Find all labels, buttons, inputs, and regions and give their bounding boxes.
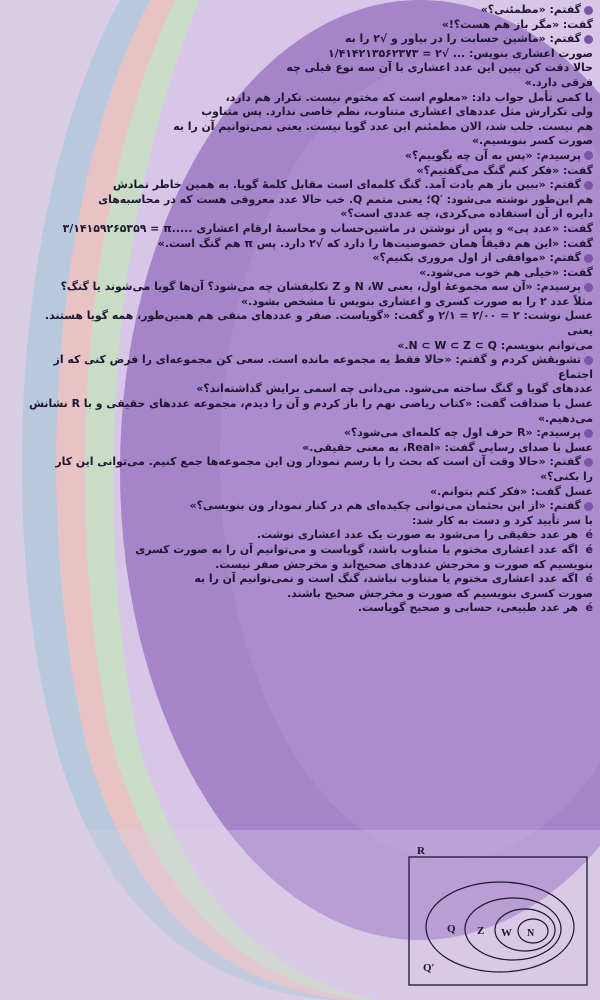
story-line-text: گفتم: «از این بحثمان می‌توانی چکیده‌ای هم در کنار نمودار ون بنویسی؟»: [189, 499, 581, 513]
bullet-icon: [584, 502, 593, 511]
story-line-text: اگه عدد اعشاری مختوم یا متناوب نباشد، گنگ است و نمی‌توانیم آن را به: [194, 572, 578, 586]
story-line: [26, 455, 593, 470]
bullet-icon: [584, 458, 593, 467]
story-line-text: تشویقش کردم و گفتم: «حالا فقط یه مجموعه مانده است. سعی کن مجموعه‌ای را فرض کنی که از اجتماع: [53, 353, 593, 381]
story-line-text: صورت کسری بنویسیم که صورت و مخرجش صحیح باشند.: [287, 586, 593, 600]
story-line-text: صورت اعشاری بنویس: ... √٢ = ١/۴١۴٢١٣۵۶٢٣٧٣: [328, 46, 593, 60]
story-line-text: گفت: «فکر کنم گنگ می‌گفتیم؟»: [416, 163, 593, 177]
story-line-text: گفتم: «مطمئنی؟»: [480, 3, 581, 16]
story-line-text: با سر تأیید کرد و دست به کار شد:: [411, 513, 593, 527]
story-line: [26, 61, 593, 76]
story-line: [26, 280, 593, 295]
story-line: [26, 441, 593, 456]
story-line-text: عسل نوشت: ٢ = ٢/٠٠ = ٢/١ و گفت: «گویاست. صفر و عددهای منفی هم همین‌طور، همه گویا هستند. یعنی: [44, 309, 593, 338]
story-line-text: می‌دهیم.»: [537, 411, 593, 425]
story-line: [26, 353, 593, 382]
story-line-text: عسل با صدای رسایی گفت: «Real، به معنی حقیقی.»: [302, 440, 593, 454]
story-line-text: گفت: «عدد پی» و پس از نوشتن در ماشین‌حساب و محاسبهٔ ارقام اعشاری .....π = ٣/١۴١۵٩٢۶۵٣۵٩: [62, 221, 593, 235]
story-line-text: عددهای گویا و گنگ ساخته می‌شود. می‌دانی چه اسمی برایش گذاشته‌اند؟»: [196, 382, 593, 396]
venn-label-W: W: [501, 927, 512, 939]
bullet-icon: [584, 283, 593, 292]
venn-label-R: R: [417, 845, 425, 857]
story-line-text: گفتم: «حالا وقت آن است که بحث را با رسم نمودار ون این مجموعه‌ها جمع کنیم. می‌توانی این کار: [55, 455, 581, 469]
story-line: [26, 193, 593, 208]
story-line: [26, 76, 593, 91]
story-line: [26, 251, 593, 266]
story-line: [26, 178, 593, 193]
list-marker-icon: é: [585, 528, 593, 542]
story-line-text: پرسیدم: «R حرف اول چه کلمه‌ای می‌شود؟»: [343, 426, 581, 440]
story-line: [26, 309, 593, 338]
story-line: [26, 120, 593, 135]
story-line: [26, 339, 593, 354]
story-line-text: صورت کسر بنویسیم.»: [471, 134, 593, 148]
story-line: [26, 601, 593, 616]
story-line: [26, 470, 593, 485]
story-line-text: عسل با صداقت گفت: «کتاب ریاضی نهم را باز کردم و آن را دیدم، مجموعه عددهای حقیقی و با R نشانش: [29, 397, 593, 411]
story-line-text: مثلاً عدد ٢ را به صورت کسری و اعشاری بنویس تا مشخص بشود.»: [240, 294, 593, 308]
bullet-icon: [584, 151, 593, 160]
story-line: [26, 426, 593, 441]
story-line: [26, 572, 593, 587]
story-line: [26, 528, 593, 543]
story-line-text: گفت: «خیلی هم خوب می‌شود.»: [419, 265, 593, 279]
story-line-text: گفتم: «ماشین حسابت را در بیاور و √٢ را به: [344, 32, 581, 46]
bullet-icon: [584, 429, 593, 438]
story-line-text: پرسیدم: «پس به آن چه بگوییم؟»: [405, 148, 581, 162]
story-line-text: فرقی دارد.»: [524, 75, 593, 89]
story-line: [26, 222, 593, 237]
story-line: [26, 382, 593, 397]
story-line-text: گفت: «این هم دقیقاً همان خصوصیت‌ها را دارد که √٢ دارد. پس π هم گنگ است.»: [157, 236, 593, 250]
bullet-icon: [584, 35, 593, 44]
story-line: [26, 32, 593, 47]
story-line: [26, 485, 593, 500]
story-line: [26, 412, 593, 427]
bullet-icon: [584, 6, 593, 15]
bullet-icon: [584, 254, 593, 263]
list-marker-icon: é: [585, 542, 593, 556]
story-line: [26, 105, 593, 120]
story-line: [26, 149, 593, 164]
story-line-text: گفتم: «موافقی از اول مروری بکنیم؟»: [372, 251, 581, 265]
story-line: [26, 397, 593, 412]
story-line-text: با کمی تأمل جواب داد: «معلوم است که مختوم نیست. تکرار هم دارد،: [225, 90, 593, 104]
list-marker-icon: é: [585, 601, 593, 615]
story-line: [26, 543, 593, 558]
story-line-text: گفتم: «ببین باز هم یادت آمد. گنگ کلمه‌ای است مقابل کلمهٔ گویا. به همین خاطر نمادش: [112, 178, 581, 192]
venn-label-Qprime: Q′: [423, 962, 435, 974]
story-line: [26, 587, 593, 602]
story-line: [26, 237, 593, 252]
story-line: [26, 558, 593, 573]
story-line: [26, 134, 593, 149]
story-line-text: هر عدد طبیعی، حسابی و صحیح گویاست.: [357, 601, 578, 615]
story-line-text: پرسیدم: «آن سه مجموعهٔ اول، یعنی N ،W و Z تکلیفشان چه می‌شود؟ آن‌ها گویا می‌شوند یا گنگ؟: [60, 280, 581, 294]
story-line-text: ولی تکرارش مثل عددهای اعشاری متناوب، نظم خاصی ندارد. پس متناوب: [201, 105, 593, 119]
story-line-text: هم این‌طور نوشته می‌شود: ′Q؛ یعنی متمم Q. خب حالا عدد معروفی هست که در محاسبه‌های: [98, 192, 593, 206]
story-line: [26, 47, 593, 62]
story-line-text: می‌توانم بنویسم: N ⊂ W ⊂ Z ⊂ Q.»: [397, 338, 593, 352]
bullet-icon: [584, 181, 593, 190]
story-line: [26, 295, 593, 310]
venn-diagram: [403, 845, 592, 991]
story-line-text: حالا دقت کن ببین این عدد اعشاری با آن سه نوع قبلی چه: [286, 61, 593, 75]
venn-label-Z: Z: [477, 925, 485, 937]
story-line-text: عسل گفت: «فکر کنم بتوانم.»: [430, 484, 593, 498]
story-line-text: دایره از آن استفاده می‌کردی، چه عددی است؟»: [340, 207, 593, 221]
story-line: [26, 3, 593, 18]
story-text-column: [26, 3, 593, 833]
bullet-icon: [584, 356, 593, 365]
story-line: [26, 266, 593, 281]
story-line: [26, 164, 593, 179]
story-line-text: گفت: «مگر باز هم هست؟!»: [441, 17, 593, 31]
story-line: [26, 207, 593, 222]
story-line: [26, 18, 593, 33]
story-line-text: هم نیست. جلب شد، الان مطمئنم این عدد گویا نیست. یعنی نمی‌توانیم آن را به: [173, 119, 593, 133]
venn-label-N: N: [527, 928, 535, 939]
venn-label-Q: Q: [447, 923, 456, 935]
story-line: [26, 91, 593, 106]
story-line: [26, 514, 593, 529]
story-line-text: را بکنی؟»: [539, 470, 593, 483]
story-line: [26, 499, 593, 514]
list-marker-icon: é: [585, 572, 593, 586]
story-line-text: بنویسیم که صورت و مخرجش عددهای صحیح‌اند و مخرجش صفر نیست.: [215, 557, 593, 571]
story-line-text: هر عدد حقیقی را می‌شود به صورت یک عدد اعشاری نوشت.: [256, 528, 578, 542]
story-line-text: اگه عدد اعشاری مختوم یا متناوب باشد، گویاست و می‌توانیم آن را به صورت کسری: [135, 542, 578, 556]
